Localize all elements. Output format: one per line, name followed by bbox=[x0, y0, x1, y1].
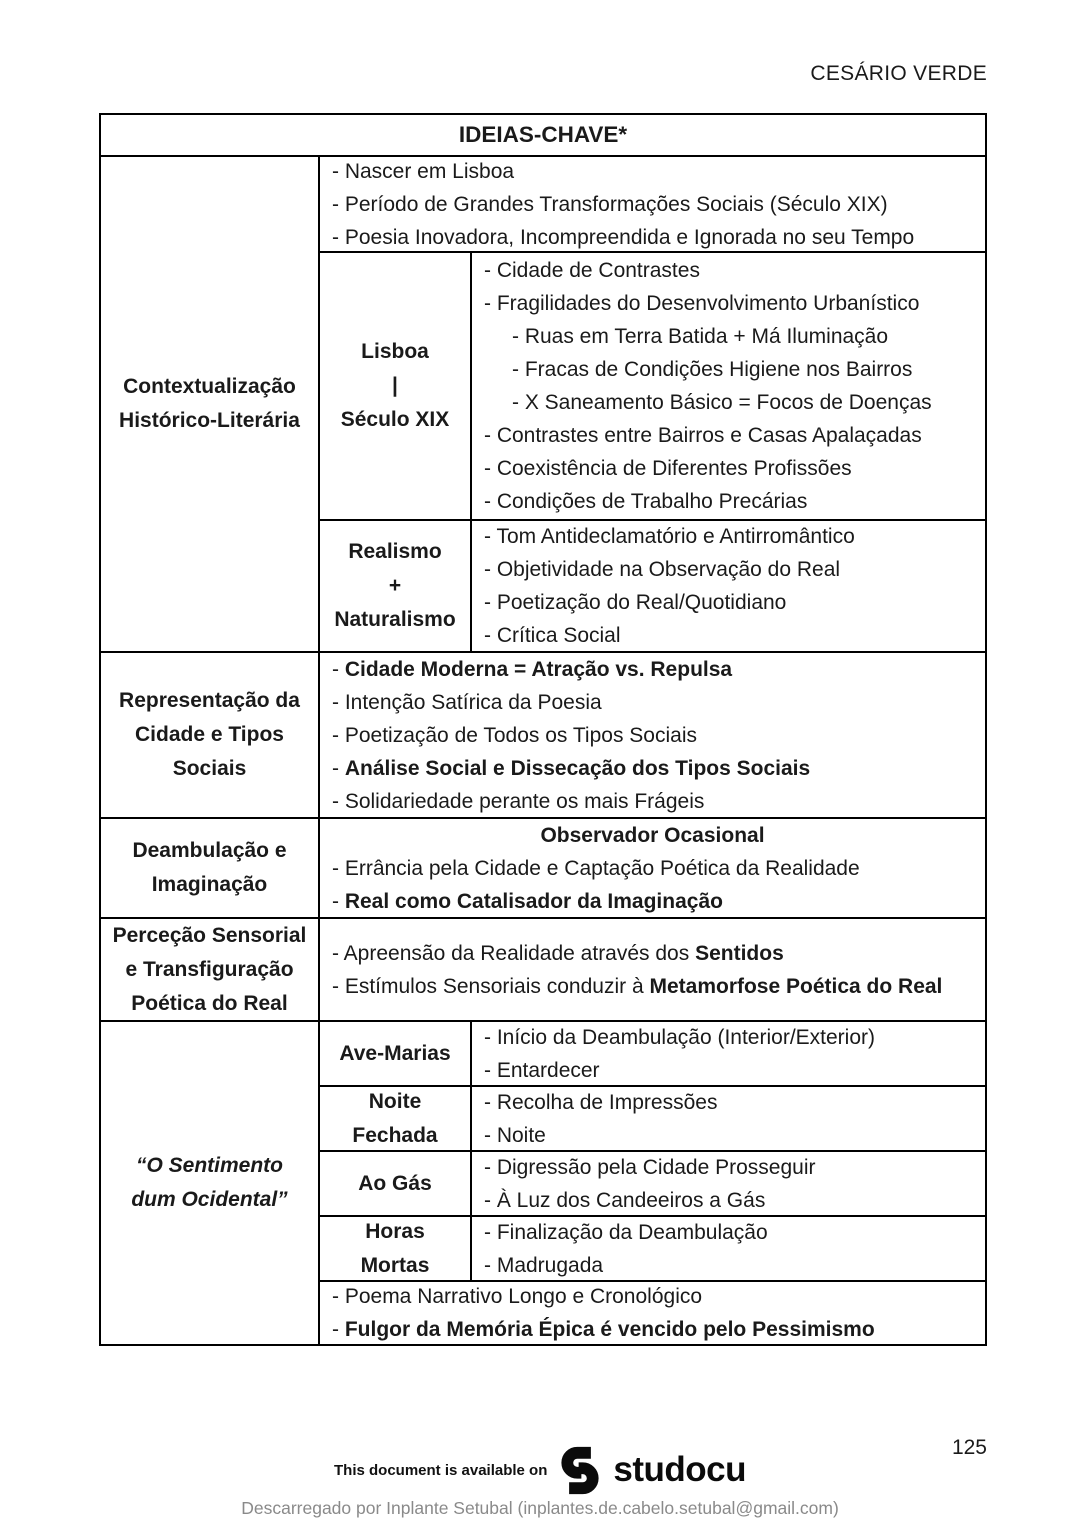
section-percecao-label bbox=[101, 919, 320, 1020]
list-item bbox=[332, 852, 985, 885]
poem-summary-cell bbox=[320, 1282, 985, 1344]
list-item bbox=[332, 752, 985, 785]
list-item: - Poesia Inovadora, Incompreendida e Ignorada no seu Tempo bbox=[332, 225, 915, 249]
poem-part-label bbox=[320, 1152, 472, 1215]
cell-heading: Observador Ocasional bbox=[540, 823, 765, 847]
list-item bbox=[332, 970, 985, 1003]
section-deambulacao-content bbox=[320, 819, 985, 917]
list-item: - Início da Deambulação (Interior/Exterior) bbox=[484, 1025, 875, 1049]
document-author-header: CESÁRIO VERDE bbox=[810, 62, 987, 85]
label-line: e Transfiguração bbox=[125, 957, 294, 981]
section-representacao bbox=[101, 653, 985, 819]
list-item: - Fragilidades do Desenvolvimento Urbanístico bbox=[484, 292, 920, 315]
text-normal: - Errância pela Cidade e Captação Poética da Realidade bbox=[332, 856, 860, 880]
poem-part-content bbox=[472, 1022, 985, 1085]
list-item: - Noite bbox=[484, 1123, 546, 1147]
list-item bbox=[332, 1313, 985, 1344]
label-line: Ao Gás bbox=[358, 1171, 432, 1195]
section-sentimento bbox=[101, 1022, 985, 1344]
realismo-label-cell bbox=[320, 521, 472, 651]
label-line: Poética do Real bbox=[131, 991, 288, 1015]
list-item: - Coexistência de Diferentes Profissões bbox=[484, 457, 852, 480]
list-item bbox=[332, 1282, 985, 1313]
label-line: Mortas bbox=[360, 1253, 430, 1277]
list-item bbox=[332, 719, 985, 752]
section-representacao-content bbox=[320, 653, 985, 817]
label-line: Ave-Marias bbox=[339, 1041, 451, 1065]
list-item: - Período de Grandes Transformações Sociais (Século XIX) bbox=[332, 192, 888, 216]
list-item: - Cidade de Contrastes bbox=[484, 259, 700, 282]
text-normal: - bbox=[332, 657, 345, 681]
label-line: Naturalismo bbox=[334, 608, 456, 631]
section-representacao-label bbox=[101, 653, 320, 817]
text-normal: - bbox=[332, 1318, 345, 1341]
section-contextualizacao bbox=[101, 157, 985, 653]
list-item: - Entardecer bbox=[484, 1058, 600, 1082]
studocu-wordmark: studocu bbox=[613, 1450, 746, 1489]
text-bold: Fulgor da Memória Épica é vencido pelo Pessimismo bbox=[344, 1318, 875, 1341]
list-item-indented: - Ruas em Terra Batida + Má Iluminação bbox=[512, 325, 889, 348]
label-line: + bbox=[388, 574, 402, 597]
list-item: - Tom Antideclamatório e Antirromântico bbox=[484, 525, 855, 548]
list-item: - Objetividade na Observação do Real bbox=[484, 558, 841, 581]
realismo-content-cell bbox=[472, 521, 985, 651]
text-bold: Real como Catalisador da Imaginação bbox=[344, 889, 723, 913]
label-line: | bbox=[392, 374, 398, 397]
section-deambulacao-label bbox=[101, 819, 320, 917]
list-item: - Condições de Trabalho Precárias bbox=[484, 490, 808, 513]
section-contextualizacao-label bbox=[101, 157, 320, 651]
intro-cell bbox=[320, 157, 985, 253]
label-line: Imaginação bbox=[151, 873, 268, 896]
label-line: Perceção Sensorial bbox=[112, 923, 307, 947]
list-item bbox=[332, 885, 985, 918]
list-item: - Digressão pela Cidade Prosseguir bbox=[484, 1155, 816, 1179]
text-bold: Análise Social e Dissecação dos Tipos Sociais bbox=[344, 756, 811, 780]
label-line: Representação da bbox=[119, 689, 300, 712]
list-item-indented: - Fracas de Condições Higiene nos Bairros bbox=[512, 358, 913, 381]
text-normal: - Poetização de Todos os Tipos Sociais bbox=[332, 723, 697, 747]
section-contextualizacao-content bbox=[320, 157, 985, 651]
available-on-text: This document is available on bbox=[334, 1461, 548, 1479]
lisboa-row bbox=[320, 253, 985, 521]
realismo-row bbox=[320, 521, 985, 651]
poem-part-row bbox=[320, 1087, 985, 1152]
label-line: Século XIX bbox=[340, 408, 450, 431]
list-item: - Poetização do Real/Quotidiano bbox=[484, 591, 787, 614]
label-line: dum Ocidental” bbox=[131, 1188, 288, 1211]
text-normal: - bbox=[332, 756, 345, 780]
section-sentimento-label bbox=[101, 1022, 320, 1344]
poem-part-label bbox=[320, 1217, 472, 1280]
text-normal: - Apreensão da Realidade através dos bbox=[332, 941, 696, 965]
section-percecao bbox=[101, 919, 985, 1022]
label-line: “O Sentimento bbox=[135, 1154, 283, 1177]
poem-part-row bbox=[320, 1217, 985, 1282]
list-item: - Nascer em Lisboa bbox=[332, 159, 515, 183]
list-item bbox=[332, 785, 985, 818]
label-line: Contextualização bbox=[123, 375, 296, 398]
text-bold: Cidade Moderna = Atração vs. Repulsa bbox=[344, 657, 733, 681]
list-item: - Recolha de Impressões bbox=[484, 1090, 718, 1114]
text-normal: - Estímulos Sensoriais conduzir à bbox=[332, 974, 650, 998]
studocu-s-icon bbox=[558, 1446, 602, 1495]
lisboa-label-cell bbox=[320, 253, 472, 519]
text-normal: - bbox=[332, 889, 345, 913]
poem-part-row bbox=[320, 1152, 985, 1217]
label-line: Sociais bbox=[172, 757, 247, 780]
lisboa-content-cell bbox=[472, 253, 985, 519]
list-item bbox=[332, 686, 985, 719]
label-line: Lisboa bbox=[361, 340, 429, 363]
studocu-footer bbox=[0, 1444, 1080, 1496]
text-normal: - Solidariedade perante os mais Frágeis bbox=[332, 789, 705, 813]
label-line: Fechada bbox=[352, 1123, 438, 1147]
list-item-indented: - X Saneamento Básico = Focos de Doenças bbox=[512, 391, 932, 414]
list-item: - À Luz dos Candeeiros a Gás bbox=[484, 1188, 766, 1212]
label-line: Deambulação e bbox=[132, 839, 287, 862]
list-item bbox=[332, 937, 985, 970]
poem-part-label bbox=[320, 1022, 472, 1085]
label-line: Noite bbox=[368, 1089, 422, 1113]
download-attribution: Descarregado por Inplante Setubal (inplantes.de.cabelo.setubal@gmail.com) bbox=[241, 1498, 839, 1518]
label-line: Realismo bbox=[348, 540, 442, 563]
page-number: 125 bbox=[951, 1436, 987, 1459]
section-sentimento-content bbox=[320, 1022, 985, 1344]
poem-part-content bbox=[472, 1152, 985, 1215]
text-normal: - Poema Narrativo Longo e Cronológico bbox=[332, 1285, 703, 1308]
section-deambulacao bbox=[101, 819, 985, 919]
list-item: - Crítica Social bbox=[484, 624, 621, 647]
section-percecao-content bbox=[320, 919, 985, 1020]
poem-part-label bbox=[320, 1087, 472, 1150]
poem-part-content bbox=[472, 1087, 985, 1150]
list-item: - Contrastes entre Bairros e Casas Apalaçadas bbox=[484, 424, 922, 447]
label-line: Histórico-Literária bbox=[119, 409, 300, 432]
poem-part-row bbox=[320, 1022, 985, 1087]
label-line: Horas bbox=[365, 1219, 425, 1243]
key-ideas-table bbox=[99, 113, 987, 1346]
list-item bbox=[332, 653, 985, 686]
text-normal: - Intenção Satírica da Poesia bbox=[332, 690, 602, 714]
label-line: Cidade e Tipos bbox=[135, 723, 284, 746]
poem-part-content bbox=[472, 1217, 985, 1280]
table-title: IDEIAS-CHAVE* bbox=[101, 115, 985, 157]
list-item: - Madrugada bbox=[484, 1253, 604, 1277]
text-bold: Metamorfose Poética do Real bbox=[649, 974, 943, 998]
list-item: - Finalização da Deambulação bbox=[484, 1220, 768, 1244]
text-bold: Sentidos bbox=[695, 941, 784, 965]
